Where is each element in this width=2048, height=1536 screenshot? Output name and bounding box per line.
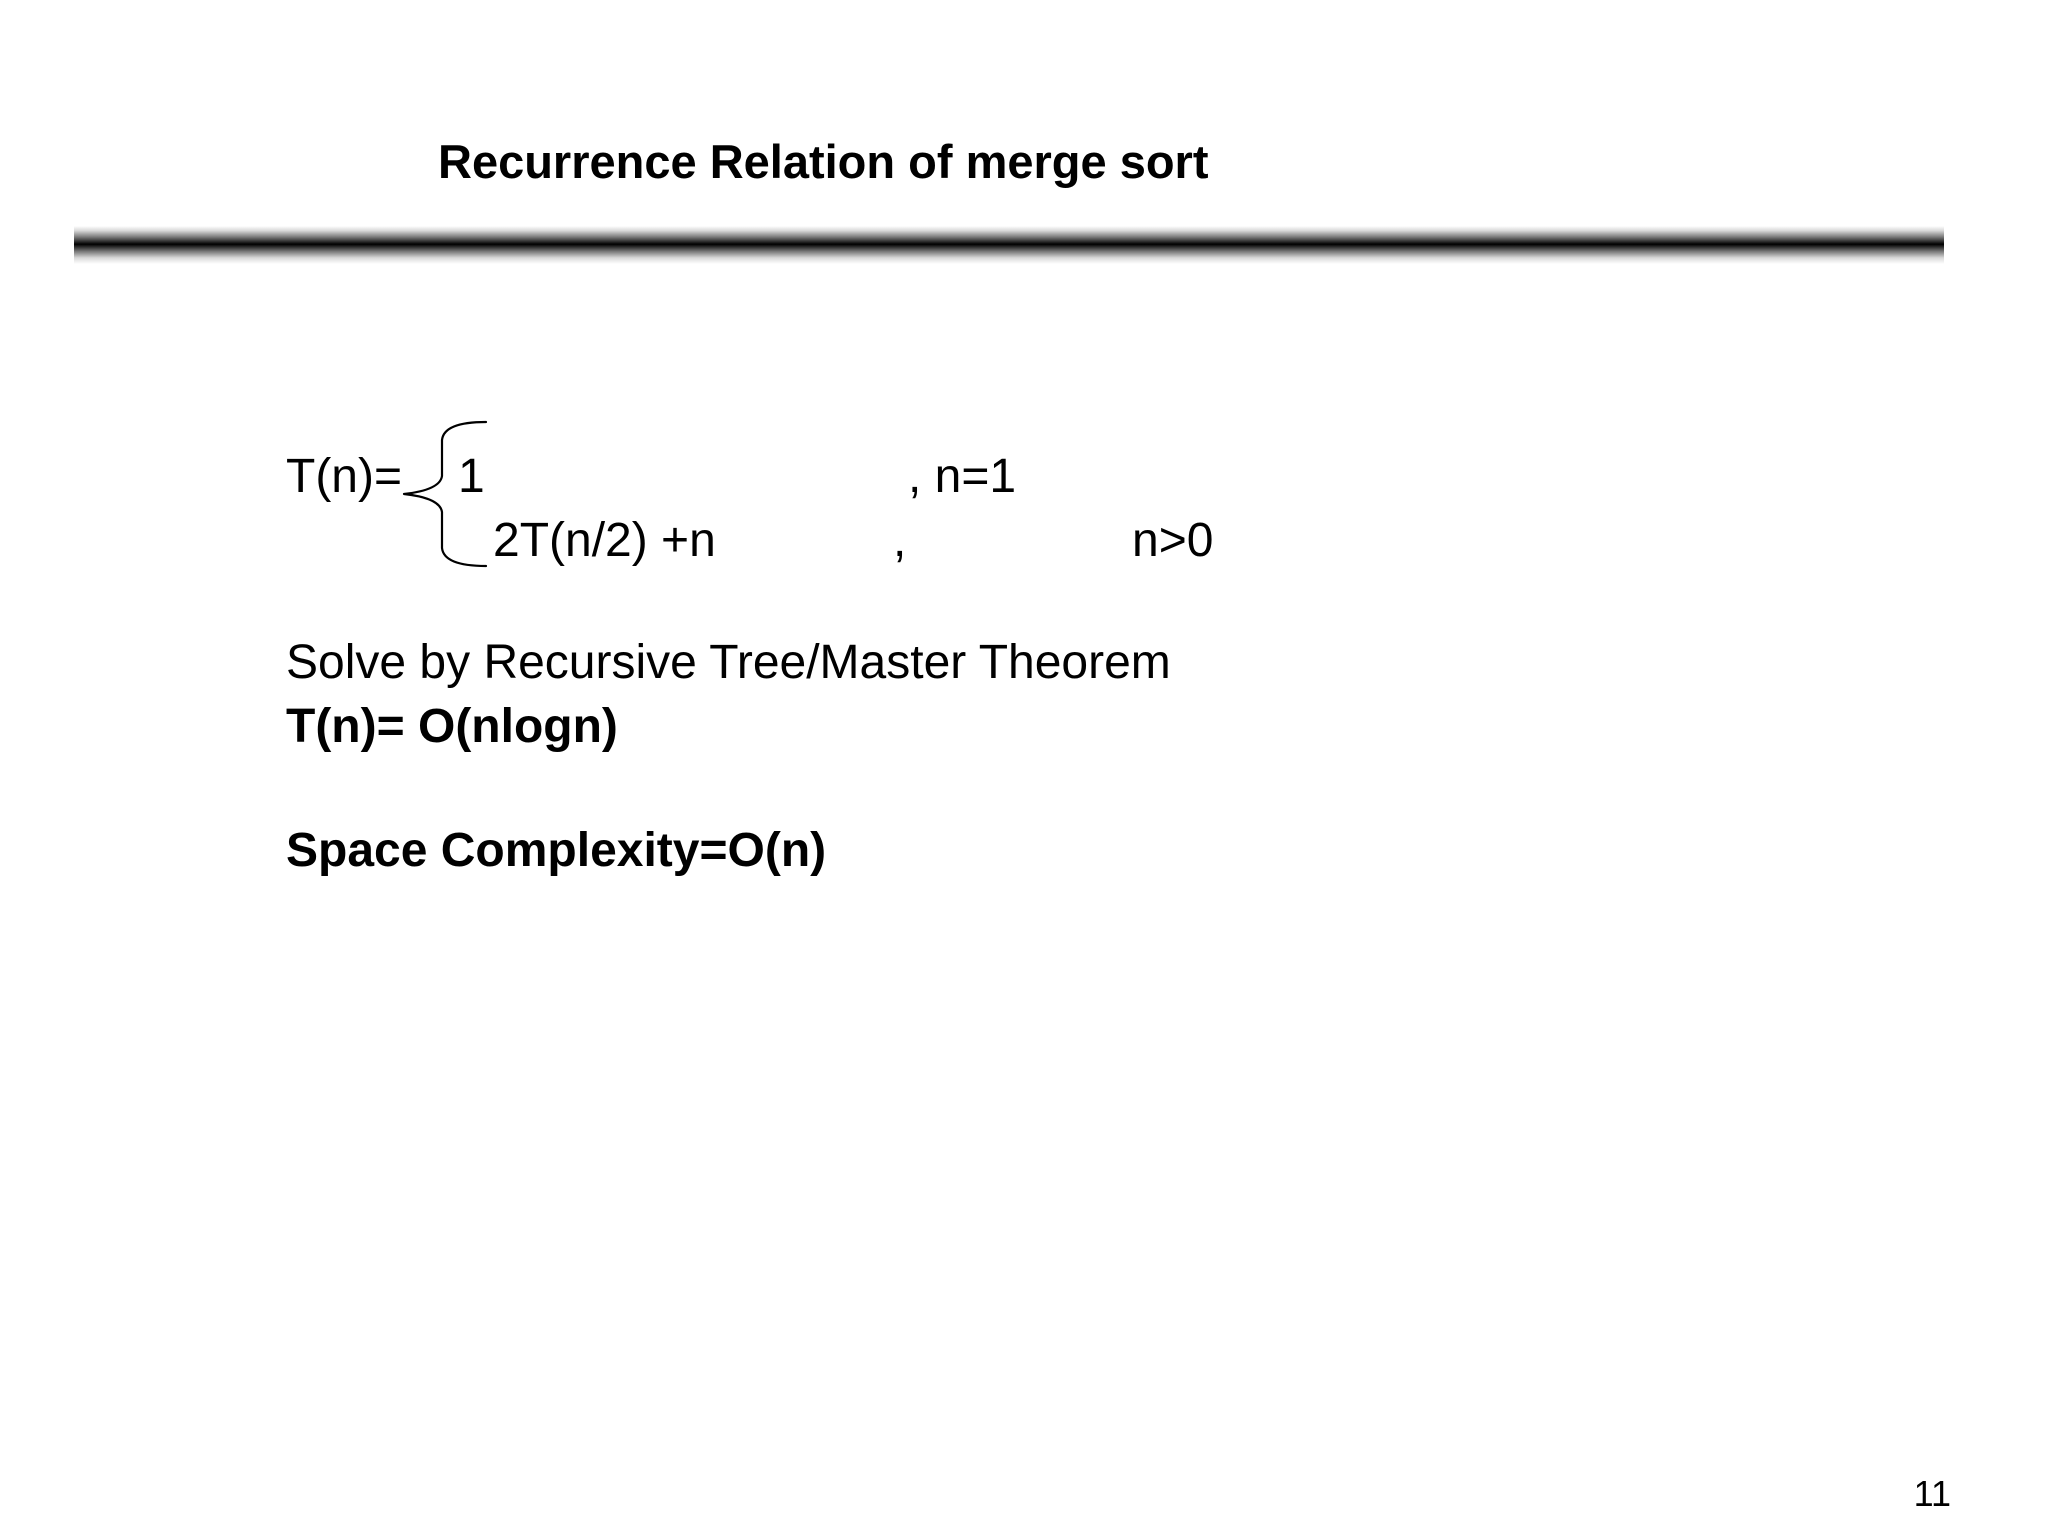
case2-value: 2T(n/2) +n (493, 514, 716, 567)
slide-title: Recurrence Relation of merge sort (438, 135, 1209, 188)
case1-value: 1 (458, 450, 485, 503)
case2-condition: n>0 (1132, 514, 1214, 567)
recurrence-lhs: T(n)= (286, 450, 403, 503)
time-complexity: T(n)= O(nlogn) (286, 700, 618, 753)
case1-condition: , n=1 (908, 450, 1017, 503)
space-complexity: Space Complexity=O(n) (286, 824, 827, 877)
page-number: 11 (1913, 1473, 1951, 1514)
title-divider (74, 226, 1944, 264)
solve-method-text: Solve by Recursive Tree/Master Theorem (286, 636, 1171, 689)
case2-separator: , (893, 514, 907, 567)
